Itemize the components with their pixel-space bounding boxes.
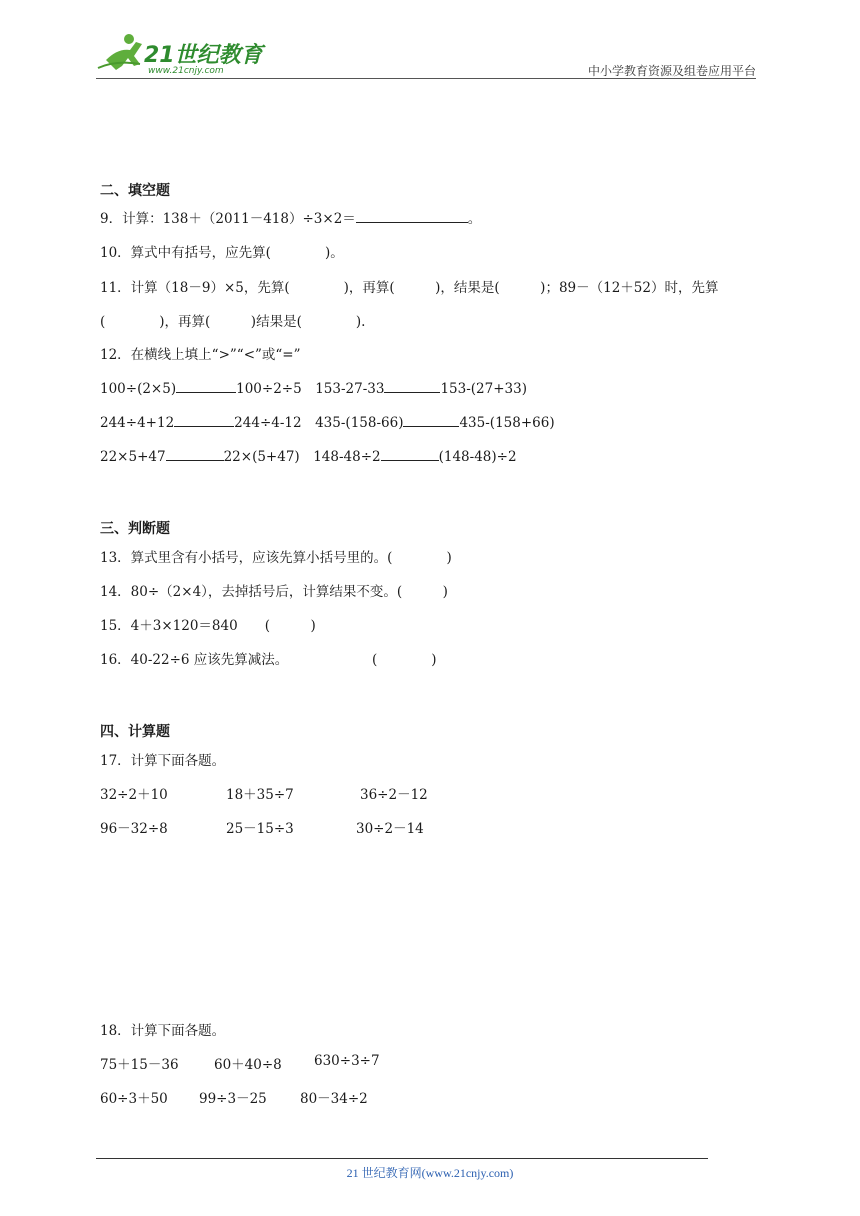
expr-right: (148-48)÷2 bbox=[438, 449, 517, 465]
expr-right: 100÷2÷5 bbox=[236, 381, 302, 397]
comparison-row bbox=[100, 411, 555, 431]
calc-item: 60＋40÷8 bbox=[214, 1057, 282, 1073]
expr-left: 100÷(2×5) bbox=[100, 381, 177, 397]
calc-item: 30÷2－14 bbox=[356, 821, 424, 837]
section-calc-title: 四、计算题 bbox=[100, 724, 170, 740]
answer-blank[interactable] bbox=[384, 380, 440, 393]
expr-right: 153-(27+33) bbox=[440, 381, 527, 397]
calc-item: 32÷2＋10 bbox=[100, 787, 168, 803]
calc-item: 25－15÷3 bbox=[226, 821, 294, 837]
calc-item: 60÷3＋50 bbox=[100, 1091, 168, 1107]
question-14: 14．80÷（2×4），去掉括号后，计算结果不变。( ) bbox=[100, 584, 448, 600]
calc-item: 36÷2－12 bbox=[360, 787, 428, 803]
section-judge-title: 三、判断题 bbox=[100, 521, 170, 537]
calc-item: 96－32÷8 bbox=[100, 821, 168, 837]
question-9 bbox=[100, 207, 481, 227]
question-11-line1: 11．计算（18－9）×5，先算( )，再算( )，结果是( )；89－（12＋52）时，先算 bbox=[100, 280, 719, 296]
question-11-line2: ( )，再算( )结果是( ). bbox=[100, 314, 366, 330]
expr-left: 148-48÷2 bbox=[313, 449, 381, 465]
logo bbox=[96, 30, 266, 80]
question-9-text: 9．计算：138＋（2011－418）÷3×2＝ bbox=[100, 211, 356, 227]
calc-item: 630÷3÷7 bbox=[314, 1053, 380, 1069]
section-fill-title: 二、填空题 bbox=[100, 183, 170, 199]
comparison-row bbox=[100, 445, 517, 465]
logo-text: 21世纪教育 bbox=[144, 43, 263, 68]
calc-item: 18＋35÷7 bbox=[226, 787, 294, 803]
question-13: 13．算式里含有小括号，应该先算小括号里的。( ) bbox=[100, 550, 452, 566]
calc-item: 75＋15－36 bbox=[100, 1057, 179, 1073]
question-17-title: 17．计算下面各题。 bbox=[100, 753, 226, 769]
question-15: 15．4＋3×120＝840 ( ) bbox=[100, 618, 316, 634]
footer-link[interactable]: 21 世纪教育网(www.21cnjy.com) bbox=[346, 1166, 514, 1180]
answer-blank[interactable] bbox=[356, 210, 468, 223]
expr-left: 153-27-33 bbox=[315, 381, 385, 397]
comparison-row bbox=[100, 377, 527, 397]
expr-left: 435-(158-66) bbox=[315, 415, 404, 431]
answer-blank[interactable] bbox=[176, 380, 236, 393]
expr-right: 244÷4-12 bbox=[234, 415, 302, 431]
expr-left: 244÷4+12 bbox=[100, 415, 175, 431]
calc-item: 99÷3－25 bbox=[199, 1091, 267, 1107]
question-18-title: 18．计算下面各题。 bbox=[100, 1023, 226, 1039]
question-9-end: 。 bbox=[467, 211, 482, 227]
calc-item: 80－34÷2 bbox=[300, 1091, 368, 1107]
question-16-paren: ( ) bbox=[372, 652, 437, 668]
platform-name: 中小学教育资源及组卷应用平台 bbox=[587, 64, 756, 78]
expr-right: 435-(158+66) bbox=[459, 415, 555, 431]
logo-url: www.21cnjy.com bbox=[148, 66, 224, 76]
footer-divider bbox=[96, 1158, 708, 1159]
answer-blank[interactable] bbox=[166, 448, 224, 461]
answer-blank[interactable] bbox=[381, 448, 439, 461]
header-divider bbox=[96, 78, 756, 79]
answer-blank[interactable] bbox=[403, 414, 459, 427]
question-10: 10．算式中有括号，应先算( )。 bbox=[100, 245, 344, 261]
answer-blank[interactable] bbox=[174, 414, 234, 427]
question-16: 16．40-22÷6 应该先算减法。 bbox=[100, 652, 289, 668]
expr-right: 22×(5+47) bbox=[223, 449, 300, 465]
question-12-title: 12．在横线上填上“>”“<”或“=” bbox=[100, 347, 301, 363]
expr-left: 22×5+47 bbox=[100, 449, 166, 465]
